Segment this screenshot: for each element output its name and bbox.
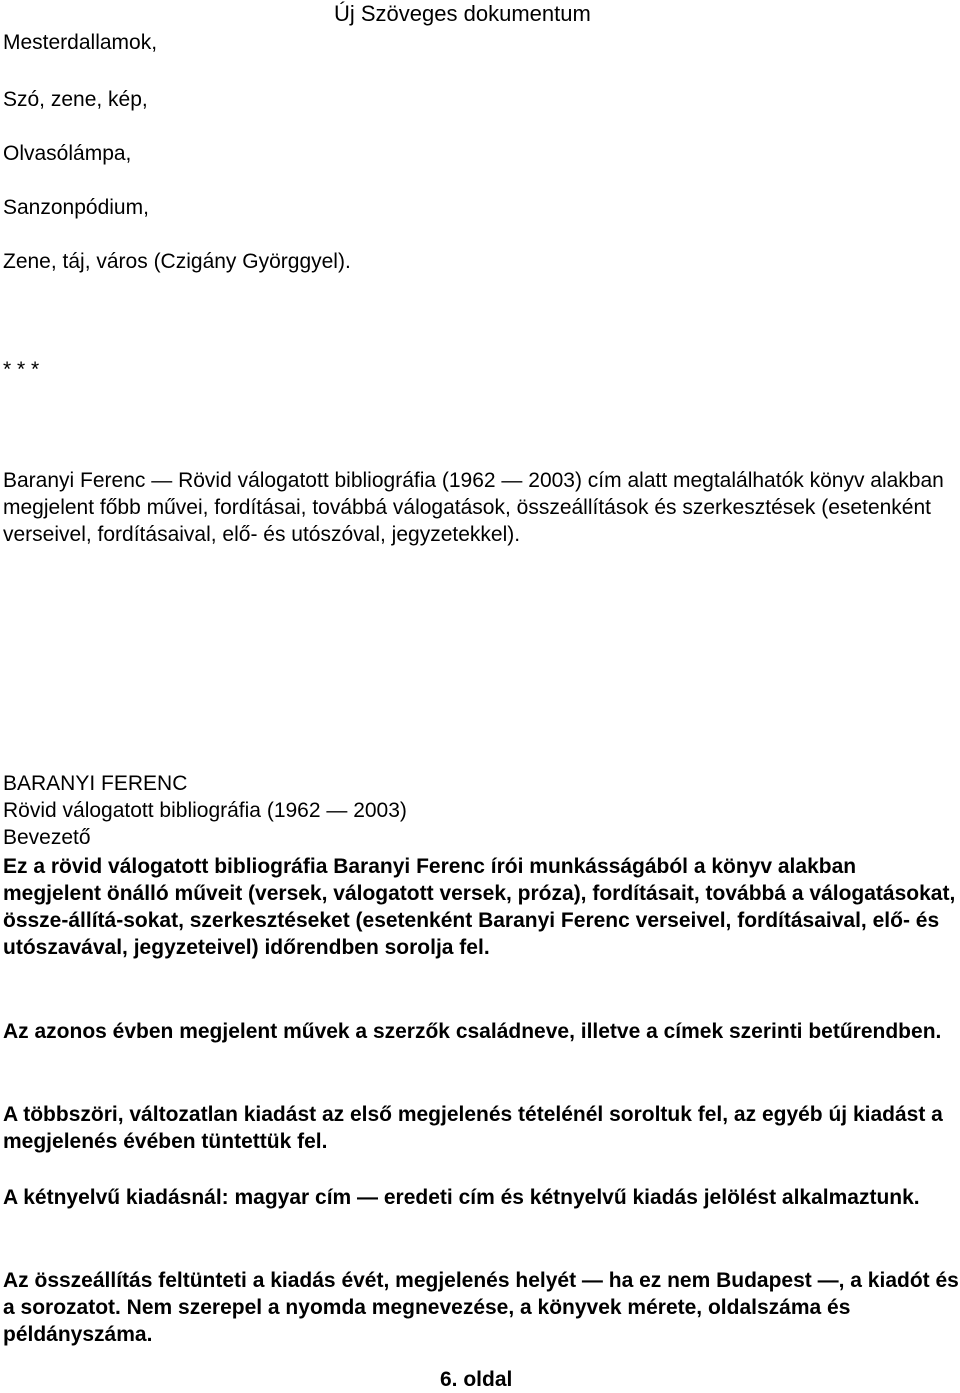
intro-paragraph: Baranyi Ferenc — Rövid válogatott bibliográfia (1962 — 2003) cím alatt megtalálhatók könyv alakban megjelent főbb művei, fordításai, továbbá válogatások, összeállítások és szerkesztések (esetenként verseivel, fordításaival, elő- és utószóval, jegyzetekkel). — [3, 469, 944, 546]
body-paragraph: Az összeállítás feltünteti a kiadás évét, megjelenés helyét — ha ez nem Budapest —, a kiadót és a sorozatot. Nem szerepel a nyomda megnevezése, a könyvek mérete, oldalszáma és példányszáma. — [3, 1269, 959, 1346]
list-item: Szó, zene, kép, — [3, 88, 148, 111]
body-paragraph: Az azonos évben megjelent művek a szerzők családneve, illetve a címek szerinti betűrendben. — [3, 1020, 942, 1043]
list-item: Olvasólámpa, — [3, 142, 132, 165]
section-heading: Bevezető — [3, 826, 91, 849]
page-number: 6. oldal — [440, 1368, 513, 1391]
bibliography-subtitle: Rövid válogatott bibliográfia (1962 — 2003) — [3, 799, 407, 822]
body-paragraph: A kétnyelvű kiadásnál: magyar cím — eredeti cím és kétnyelvű kiadás jelölést alkalmaztunk. — [3, 1186, 920, 1209]
list-item: Zene, táj, város (Czigány Györggyel). — [3, 250, 351, 273]
list-item: Mesterdallamok, — [3, 31, 158, 54]
section-separator: * * * — [3, 358, 40, 381]
document-title: Új Szöveges dokumentum — [334, 1, 591, 26]
author-heading: BARANYI FERENC — [3, 772, 188, 795]
body-paragraph: Ez a rövid válogatott bibliográfia Baranyi Ferenc írói munkásságából a könyv alakban megjelent önálló műveit (versek, válogatott versek, próza), fordításait, továbbá a válogatásokat, össze-állítá-sokat, szerkesztéseket (esetenként Baranyi Ferenc verseivel, fordításaival, elő- és utószavával, jegyzeteivel) időrendben sorolja fel. — [3, 855, 956, 959]
list-item: Sanzonpódium, — [3, 196, 149, 219]
body-paragraph: A többszöri, változatlan kiadást az első megjelenés tételénél soroltuk fel, az egyéb új kiadást a megjelenés évében tüntettük fel. — [3, 1103, 943, 1153]
